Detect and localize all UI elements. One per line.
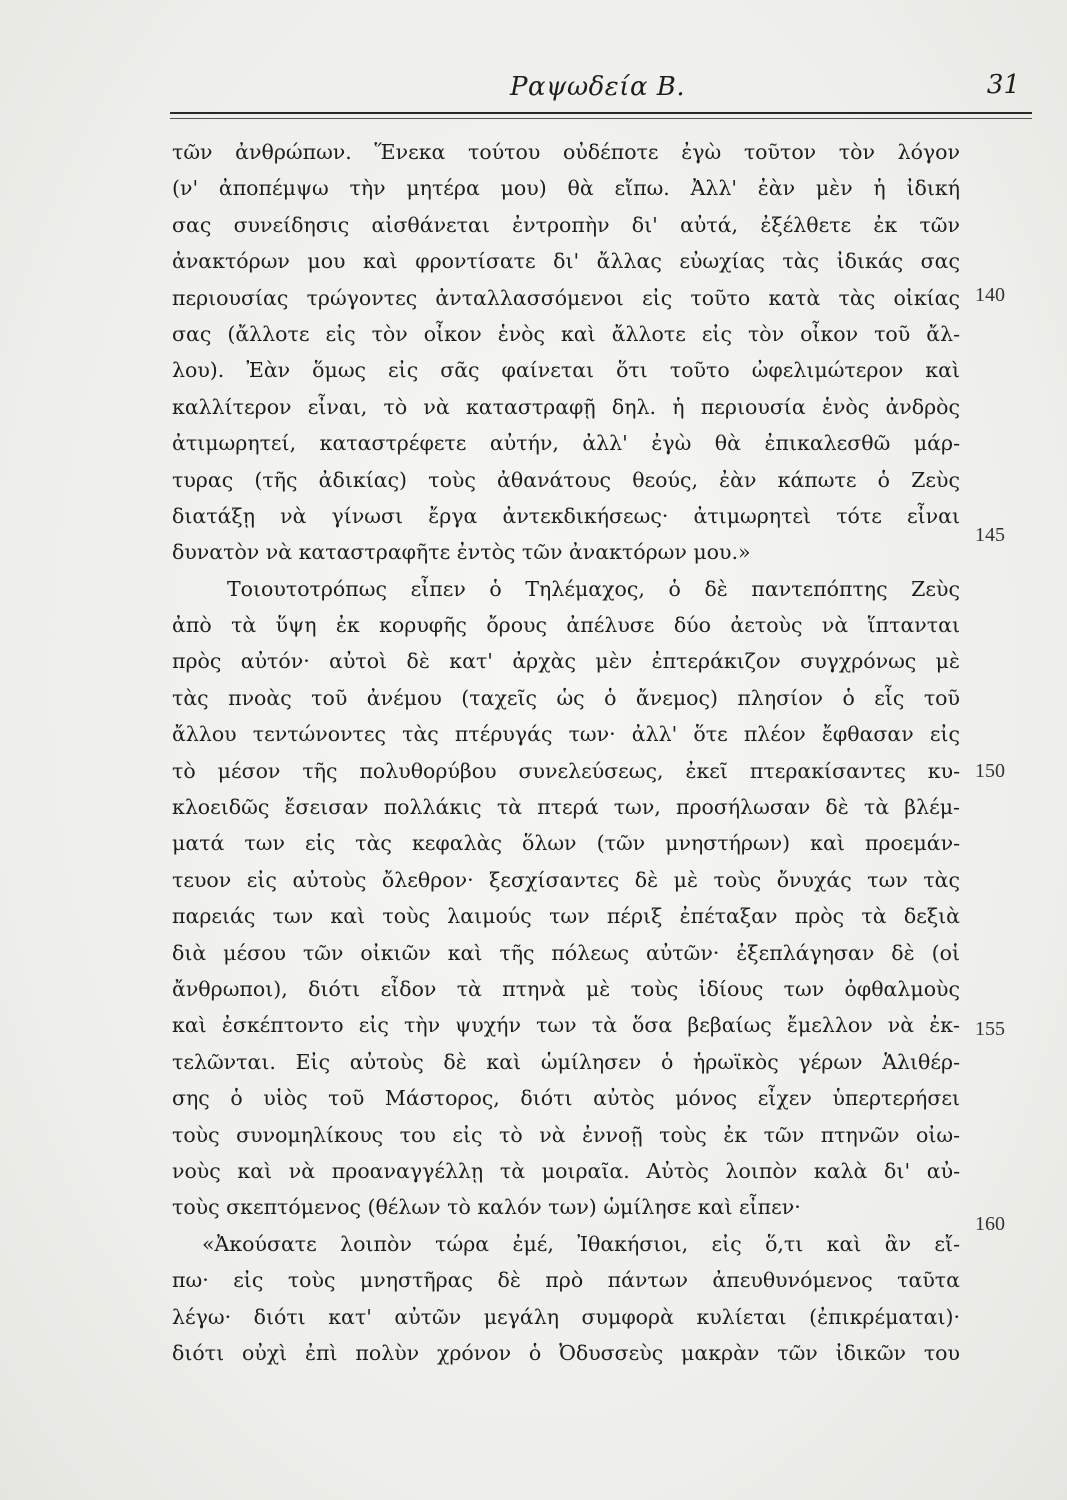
text-line: τὰς πνοὰς τοῦ ἀνέμου (ταχεῖς ὡς ὁ ἄνεμος) πλησίον ὁ εἷς τοῦ xyxy=(172,685,960,710)
header-rule-thin xyxy=(170,118,1032,119)
text-line: καὶ ἐσκέπτοντο εἰς τὴν ψυχήν των τὰ ὅσα βεβαίως ἔμελλον νὰ ἐκ- xyxy=(172,1013,960,1038)
body-text xyxy=(172,134,960,1371)
text-line: Τοιουτοτρόπως εἶπεν ὁ Τηλέμαχος, ὁ δὲ παντεπόπτης Ζεὺς xyxy=(227,576,960,601)
text-line: νοὺς καὶ νὰ προαναγγέλλῃ τὰ μοιραῖα. Αὐτὸς λοιπὸν καλὰ δι' αὐ- xyxy=(172,1158,960,1183)
text-line: ἄνθρωποι), διότι εἶδον τὰ πτηνὰ μὲ τοὺς ἰδίους των ὀφθαλμοὺς xyxy=(172,976,960,1001)
text-line: τευον εἰς αὐτοὺς ὄλεθρον· ξεσχίσαντες δὲ μὲ τοὺς ὄνυχάς των τὰς xyxy=(172,867,960,892)
text-line: πω· εἰς τοὺς μνηστῆρας δὲ πρὸ πάντων ἀπευθυνόμενος ταῦτα xyxy=(172,1268,960,1293)
text-line: ματά των εἰς τὰς κεφαλὰς ὅλων (τῶν μνηστήρων) καὶ προεμάν- xyxy=(172,831,960,856)
text-line: καλλίτερον εἶναι, τὸ νὰ καταστραφῇ δηλ. ἡ περιουσία ἑνὸς ἀνδρὸς xyxy=(172,394,960,419)
text-line: σας (ἄλλοτε εἰς τὸν οἶκον ἑνὸς καὶ ἄλλοτε εἰς τὸν οἶκον τοῦ ἄλ- xyxy=(172,321,960,346)
text-line: δυνατὸν νὰ καταστραφῆτε ἐντὸς τῶν ἀνακτόρων μου.» xyxy=(172,540,751,565)
text-line: τὸ μέσον τῆς πολυθορύβου συνελεύσεως, ἐκεῖ πτερακίσαντες κυ- xyxy=(172,758,960,783)
text-line: κλοειδῶς ἔσεισαν πολλάκις τὰ πτερά των, προσήλωσαν δὲ τὰ βλέμ- xyxy=(172,795,960,820)
running-header xyxy=(170,70,1032,112)
text-line: τυρας (τῆς ἀδικίας) τοὺς ἀθανάτους θεούς, ἐὰν κάπωτε ὁ Ζεὺς xyxy=(172,467,960,492)
text-line: (ν' ἀποπέμψω τὴν μητέρα μου) θὰ εἴπω. Ἀλλ' ἐὰν μὲν ἡ ἰδική xyxy=(172,176,960,201)
text-line: ἄλλου τεντώνοντες τὰς πτέρυγάς των· ἀλλ' ὅτε πλέον ἔφθασαν εἰς xyxy=(172,722,960,747)
text-line: τῶν ἀνθρώπων. Ἕνεκα τούτου οὐδέποτε ἐγὼ τοῦτον τὸν λόγον xyxy=(172,140,960,164)
text-line: πρὸς αὐτόν· αὐτοὶ δὲ κατ' ἀρχὰς μὲν ἐπτεράκιζον συγχρόνως μὲ xyxy=(172,649,960,674)
text-line: περιουσίας τρώγοντες ἀνταλλασσόμενοι εἰς τοῦτο κατὰ τὰς οἰκίας xyxy=(172,285,960,310)
chapter-title: Ραψωδεία Β. xyxy=(510,72,686,102)
text-line: ἀνακτόρων μου καὶ φροντίσατε δι' ἄλλας εὐωχίας τὰς ἰδικάς σας xyxy=(172,249,960,274)
text-line: σης ὁ υἱὸς τοῦ Μάστορος, διότι αὐτὸς μόνος εἶχεν ὑπερτερήσει xyxy=(172,1086,960,1111)
text-line: τοὺς συνομηλίκους του εἰς τὸ νὰ ἐννοῇ τοὺς ἐκ τῶν πτηνῶν οἰω- xyxy=(172,1122,960,1147)
text-line: σας συνείδησις αἰσθάνεται ἐντροπὴν δι' αὐτά, ἐξέλθετε ἐκ τῶν xyxy=(172,212,960,237)
text-line: ἀπὸ τὰ ὕψη ἐκ κορυφῆς ὄρους ἀπέλυσε δύο ἀετοὺς νὰ ἵπτανται xyxy=(172,613,960,638)
header-rule xyxy=(170,112,1032,114)
line-number: 150 xyxy=(975,760,1005,782)
text-line: λου). Ἐὰν ὅμως εἰς σᾶς φαίνεται ὅτι τοῦτο ὠφελιμώτερον καὶ xyxy=(172,358,960,383)
line-number: 145 xyxy=(975,524,1005,546)
text-line: λέγω· διότι κατ' αὐτῶν μεγάλη συμφορὰ κυλίεται (ἐπικρέμαται)· xyxy=(172,1304,960,1329)
text-line: διατάξῃ νὰ γίνωσι ἔργα ἀντεκδικήσεως· ἀτιμωρητεὶ τότε εἶναι xyxy=(172,503,960,528)
text-line: τελῶνται. Εἰς αὐτοὺς δὲ καὶ ὡμίλησεν ὁ ἡρωϊκὸς γέρων Ἁλιθέρ- xyxy=(172,1049,960,1074)
text-line: διὰ μέσου τῶν οἰκιῶν καὶ τῆς πόλεως αὐτῶν· ἐξεπλάγησαν δὲ (οἱ xyxy=(172,940,960,965)
page-number: 31 xyxy=(986,70,1020,100)
text-line: παρειάς των καὶ τοὺς λαιμούς των πέριξ ἐπέταξαν πρὸς τὰ δεξιὰ xyxy=(172,904,960,929)
line-number: 140 xyxy=(975,284,1005,306)
text-line: διότι οὐχὶ ἐπὶ πολὺν χρόνον ὁ Ὀδυσσεὺς μακρὰν τῶν ἰδικῶν του xyxy=(172,1340,960,1365)
text-line: ἀτιμωρητεί, καταστρέφετε αὐτήν, ἀλλ' ἐγὼ θὰ ἐπικαλεσθῶ μάρ- xyxy=(172,431,960,456)
line-number: 155 xyxy=(975,1018,1005,1040)
line-number: 160 xyxy=(975,1213,1005,1235)
text-line: τοὺς σκεπτόμενος (θέλων τὸ καλόν των) ὡμίλησε καὶ εἶπεν· xyxy=(172,1195,801,1220)
text-line: «Ἀκούσατε λοιπὸν τώρα ἐμέ, Ἰθακήσιοι, εἰς ὅ,τι καὶ ἂν εἴ- xyxy=(202,1231,960,1256)
